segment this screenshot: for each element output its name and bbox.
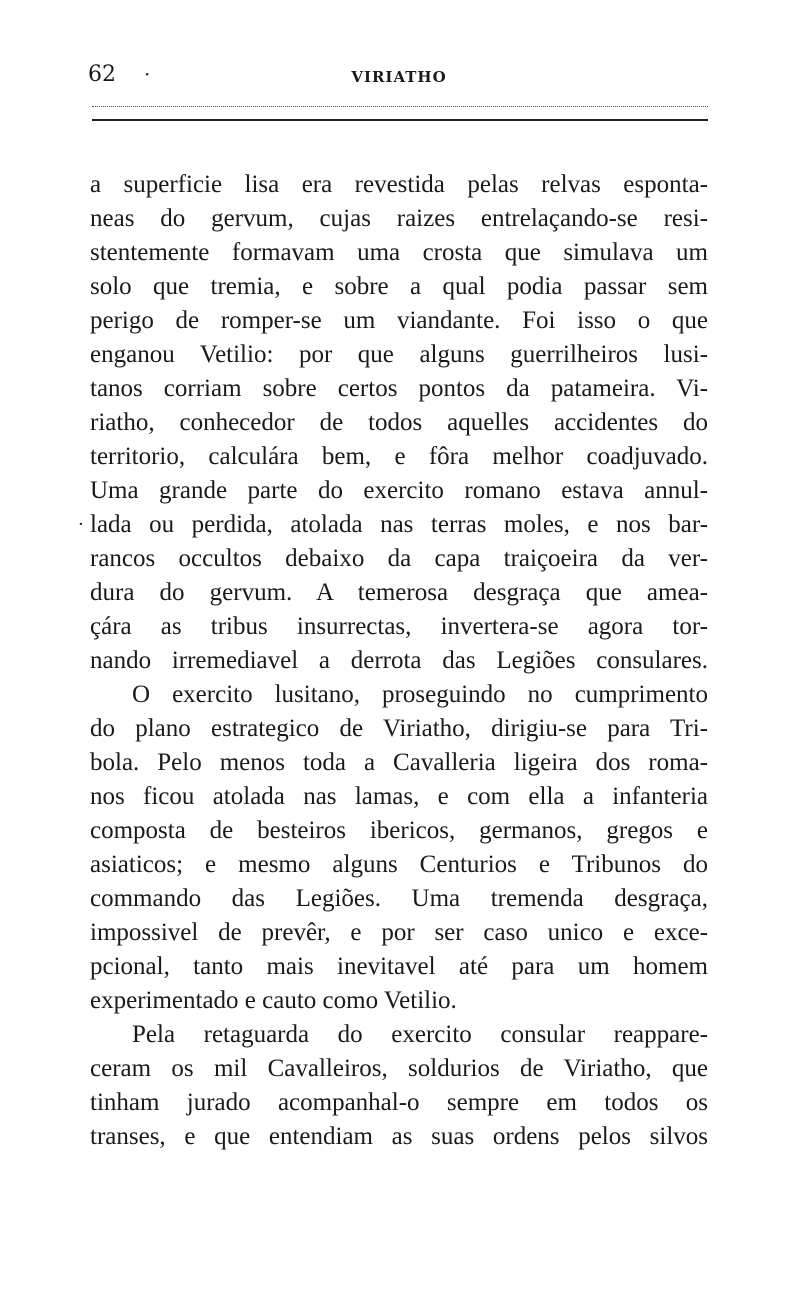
text-line: experimentado e cauto como Vetilio. (90, 987, 457, 1014)
paragraph-1 (90, 168, 708, 678)
text-line: Pela retaguarda do exercito consular reappare- (132, 1021, 708, 1048)
text-line: solo que tremia, e sobre a qual podia passar sem (90, 273, 708, 300)
text-line: impossivel de prevêr, e por ser caso unico e exce- (90, 919, 708, 946)
text-line: O exercito lusitano, proseguindo no cumprimento (132, 681, 708, 708)
paragraph-2 (90, 678, 708, 1018)
text-line: do plano estrategico de Viriatho, dirigiu-se para Tri- (90, 715, 708, 742)
paragraph-3 (90, 1018, 708, 1154)
text-line: riatho, conhecedor de todos aquelles accidentes do (90, 409, 708, 436)
header-dot: · (144, 62, 151, 86)
text-line: Uma grande parte do exercito romano estava annul- (90, 477, 708, 504)
text-line: nando irremediavel a derrota das Legiões consulares. (90, 647, 708, 674)
text-line: transes, e que entendiam as suas ordens pelos silvos (90, 1123, 708, 1150)
text-line: territorio, calculára bem, e fôra melhor coadjuvado. (90, 443, 708, 470)
page-number: 62 (88, 62, 116, 87)
text-line: a superficie lisa era revestida pelas relvas esponta- (90, 171, 708, 198)
text-line: stentemente formavam uma crosta que simulava um (90, 239, 708, 266)
text-line: commando das Legiões. Uma tremenda desgraça, (90, 885, 708, 912)
text-line: tinham jurado acompanhal-o sempre em todos os (90, 1089, 708, 1116)
text-line: pcional, tanto mais inevitavel até para um homem (90, 953, 708, 980)
text-line: composta de besteiros ibericos, germanos, gregos e (90, 817, 708, 844)
page-header (88, 62, 710, 92)
text-line: perigo de romper-se um viandante. Foi isso o que (90, 307, 708, 334)
text-line: asiaticos; e mesmo alguns Centurios e Tribunos do (90, 851, 708, 878)
text-line: ceram os mil Cavalleiros, soldurios de Viriatho, que (90, 1055, 708, 1082)
header-rule-dotted (92, 106, 708, 107)
running-title: VIRIATHO (351, 68, 447, 86)
text-line: enganou Vetilio: por que alguns guerrilheiros lusi- (90, 341, 708, 368)
text-line: çára as tribus insurrectas, invertera-se agora tor- (90, 613, 708, 640)
text-line: tanos corriam sobre certos pontos da patameira. Vi- (90, 375, 708, 402)
header-rule-solid (92, 119, 708, 121)
text-line: rancos occultos debaixo da capa traiçoeira da ver- (90, 545, 708, 572)
margin-dot: · (78, 514, 84, 535)
text-line: bola. Pelo menos toda a Cavalleria ligeira dos roma- (90, 749, 708, 776)
text-line: nos ficou atolada nas lamas, e com ella a infanteria (90, 783, 708, 810)
text-line: dura do gervum. A temerosa desgraça que amea- (90, 579, 708, 606)
text-line: lada ou perdida, atolada nas terras moles, e nos bar- (90, 511, 708, 538)
body-text (90, 168, 708, 1154)
text-line: neas do gervum, cujas raizes entrelaçando-se resi- (90, 205, 708, 232)
